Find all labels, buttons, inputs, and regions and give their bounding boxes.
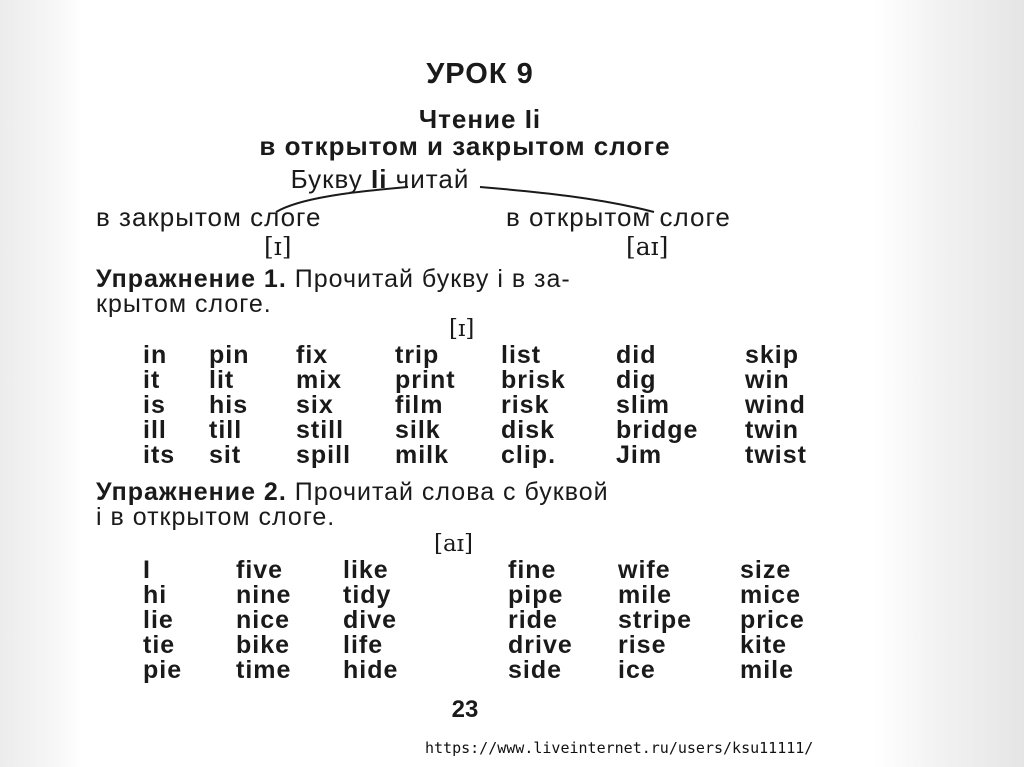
- exercise2-word: bike: [236, 631, 291, 659]
- exercise2-word: I: [143, 556, 151, 584]
- exercise1-word: his: [209, 391, 249, 419]
- lesson-subtitle-line2: в открытом и закрытом слоге: [259, 131, 671, 161]
- exercise1-word: trip: [395, 341, 440, 369]
- exercise2-word: tidy: [343, 581, 392, 609]
- exercise2-word: five: [236, 556, 284, 584]
- exercise1-word: print: [395, 366, 456, 394]
- exercise1-word: Jim: [616, 441, 663, 469]
- exercise1-word: win: [745, 366, 790, 394]
- exercise2-word: ride: [508, 606, 558, 634]
- exercise2-word: stripe: [618, 606, 693, 634]
- exercise1-word: twin: [745, 416, 799, 444]
- rule-prefix: Букву: [290, 164, 363, 194]
- exercise1-text-line1: Прочитай букву i в за-: [294, 265, 571, 293]
- open-syllable-transcription: [aɪ]: [626, 232, 669, 261]
- source-url: https://www.liveinternet.ru/users/ksu11111/: [425, 739, 814, 757]
- exercise1-word: disk: [501, 416, 556, 444]
- exercise1-word: it: [143, 366, 161, 394]
- exercise1-word: slim: [616, 391, 671, 419]
- exercise2-word: fine: [508, 556, 557, 584]
- exercise1-word: its: [143, 441, 176, 469]
- exercise2-word: drive: [508, 631, 573, 659]
- exercise2-word: kite: [740, 631, 788, 659]
- rule-letter: Ii: [370, 164, 388, 194]
- exercise1-word: spill: [296, 441, 352, 469]
- exercise2-instruction-line2: i в открытом слоге.: [96, 503, 336, 531]
- exercise2-word: tie: [143, 631, 176, 659]
- rule-suffix: читай: [395, 164, 470, 194]
- exercise2-transcription: [aɪ]: [434, 531, 474, 557]
- exercise1-word: wind: [745, 391, 806, 419]
- exercise2-word: like: [343, 556, 389, 584]
- closed-syllable-transcription: [ɪ]: [264, 232, 292, 261]
- exercise2-word: lie: [143, 606, 174, 634]
- exercise2-word: pipe: [508, 581, 564, 609]
- exercise2-word: hide: [343, 656, 399, 684]
- exercise1-word: risk: [501, 391, 550, 419]
- exercise1-word: six: [296, 391, 334, 419]
- exercise2-text-line1: Прочитай слова с буквой: [294, 478, 609, 506]
- exercise1-word: lit: [209, 366, 235, 394]
- lesson-subtitle-line1: Чтение Ii: [418, 104, 542, 134]
- exercise2-word: nice: [236, 606, 291, 634]
- open-syllable-label: в открытом слоге: [506, 202, 731, 232]
- exercise2-word: nine: [236, 581, 292, 609]
- exercise1-word: in: [143, 341, 168, 369]
- exercise1-word: list: [501, 341, 542, 369]
- exercise1-word: clip.: [501, 441, 557, 469]
- exercise1-word: fix: [296, 341, 329, 369]
- exercise2-word: ice: [618, 656, 656, 684]
- exercise1-instruction-line2: крытом слоге.: [96, 290, 272, 318]
- exercise1-word: is: [143, 391, 166, 419]
- exercise2-word: wife: [618, 556, 671, 584]
- exercise1-word: skip: [745, 341, 800, 369]
- exercise1-word: dig: [616, 366, 657, 394]
- page-number: 23: [451, 696, 479, 723]
- exercise2-heading: Упражнение 2.: [96, 478, 287, 506]
- exercise1-word: twist: [745, 441, 807, 469]
- exercise1-word: brisk: [501, 366, 566, 394]
- exercise2-word: dive: [343, 606, 398, 634]
- exercise2-word: pie: [143, 656, 183, 684]
- exercise1-word: bridge: [616, 416, 699, 444]
- exercise1-word: silk: [395, 416, 441, 444]
- exercise2-word: side: [508, 656, 563, 684]
- exercise1-word: mix: [296, 366, 343, 394]
- exercise1-word: till: [209, 416, 243, 444]
- exercise2-word: mile: [740, 656, 795, 684]
- exercise1-transcription: [ɪ]: [449, 316, 475, 342]
- lesson-title: УРОК 9: [426, 58, 534, 90]
- exercise1-word: milk: [395, 441, 450, 469]
- exercise1-word: did: [616, 341, 657, 369]
- exercise2-word: rise: [618, 631, 667, 659]
- exercise1-word: sit: [209, 441, 242, 469]
- exercise2-word: hi: [143, 581, 168, 609]
- exercise1-word: still: [296, 416, 345, 444]
- exercise2-word: life: [343, 631, 384, 659]
- exercise1-heading: Упражнение 1.: [96, 265, 287, 293]
- exercise2-word: time: [236, 656, 292, 684]
- exercise1-word: ill: [143, 416, 167, 444]
- exercise2-word: size: [740, 556, 792, 584]
- exercise2-word: mile: [618, 581, 673, 609]
- exercise2-word: price: [740, 606, 805, 634]
- exercise1-word: film: [395, 391, 444, 419]
- exercise1-word: pin: [209, 341, 250, 369]
- closed-syllable-label: в закрытом слоге: [96, 202, 322, 232]
- exercise2-word: mice: [740, 581, 801, 609]
